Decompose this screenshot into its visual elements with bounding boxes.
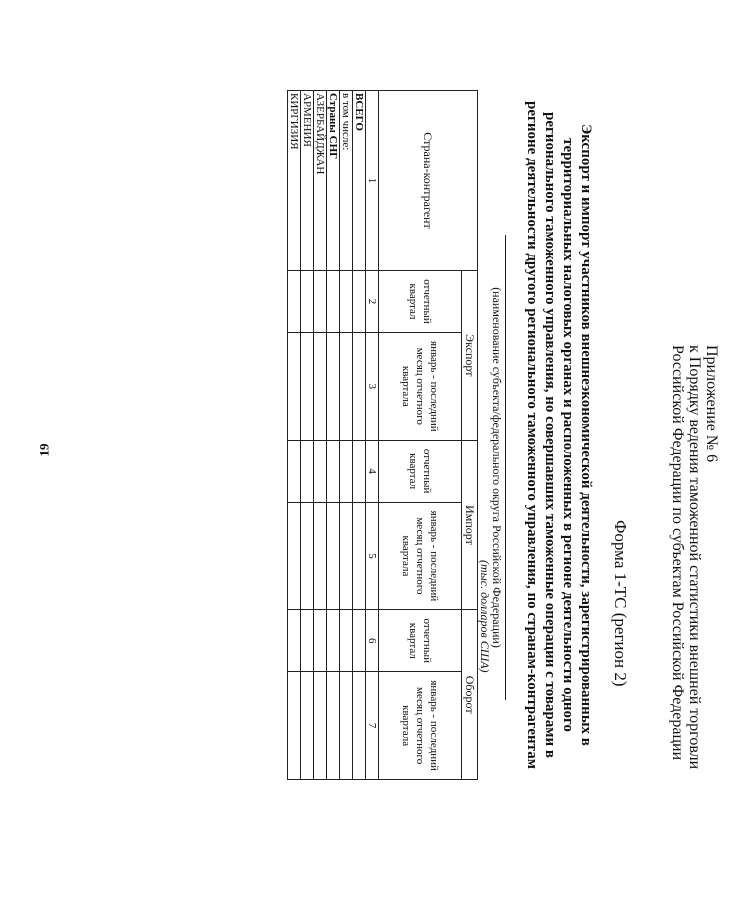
document-title: Экспорт и импорт участников внешнеэкономической деятельности, зарегистрированных в территориальных налоговых органах и расположенных в регионе деятельности одного регионального таможенного управления, но совершавших таможенные операции с товарами в регионе деятельности другого регионального таможенного управления, по странам-контрагентам (524, 101, 594, 769)
table-cell (301, 332, 314, 440)
table-cell (288, 672, 301, 780)
header-turnover-cumulative: январь - последний месяц отчетного квартала (379, 672, 462, 780)
table-cell (353, 502, 366, 610)
table-cell (340, 610, 353, 672)
table-cell (314, 271, 327, 333)
table-row (340, 91, 353, 780)
column-number: 3 (366, 332, 379, 440)
row-label: Страны СНГ (327, 91, 340, 271)
subject-fill-line (505, 235, 506, 700)
table-cell (353, 672, 366, 780)
column-number: 6 (366, 610, 379, 672)
table-cell (340, 440, 353, 502)
rotated-sheet (140, 90, 740, 780)
report-table (287, 90, 478, 780)
column-number: 2 (366, 271, 379, 333)
annex-header (669, 345, 720, 775)
column-number: 4 (366, 440, 379, 502)
annex-line-1: к Порядку ведения таможенной статистики внешней торговли (686, 345, 703, 770)
row-label: АЗЕРБАЙДЖАН (314, 91, 327, 271)
table-cell (340, 672, 353, 780)
table-cell (314, 440, 327, 502)
table-row (327, 91, 340, 780)
column-number: 5 (366, 502, 379, 610)
table-row (353, 91, 366, 780)
table-cell (327, 271, 340, 333)
table-cell (314, 332, 327, 440)
table-cell (340, 502, 353, 610)
row-label: АРМЕНИЯ (301, 91, 314, 271)
header-country: Страна-контрагент (379, 91, 478, 271)
column-number: 1 (366, 91, 379, 271)
table-cell (301, 672, 314, 780)
annex-line-2: Российской Федерации по субъектам Российской Федерации (669, 345, 686, 761)
page-number: 19 (36, 443, 52, 457)
table-cell (314, 610, 327, 672)
table-cell (353, 271, 366, 333)
table-cell (340, 271, 353, 333)
table-cell (301, 271, 314, 333)
table-cell (301, 502, 314, 610)
header-turnover: Оборот (462, 610, 478, 780)
table-cell (314, 672, 327, 780)
units-label: (тыс. долларов США) (478, 560, 492, 673)
table-cell (327, 672, 340, 780)
annex-title: Приложение № 6 (703, 345, 720, 463)
table-cell (353, 610, 366, 672)
table-row (301, 91, 314, 780)
table-cell (301, 440, 314, 502)
header-export-cumulative: январь - последний месяц отчетного квартала (379, 332, 462, 440)
row-label: в том числе: (340, 91, 353, 271)
header-import: Импорт (462, 440, 478, 610)
table-cell (327, 610, 340, 672)
table-cell (327, 440, 340, 502)
table-cell (288, 502, 301, 610)
header-import-quarter: отчетный квартал (379, 440, 462, 502)
row-label: ВСЕГО (353, 91, 366, 271)
table-cell (288, 332, 301, 440)
table-row (288, 91, 301, 780)
header-export-quarter: отчетный квартал (379, 271, 462, 333)
table-cell (288, 440, 301, 502)
header-import-cumulative: январь - последний месяц отчетного квартала (379, 502, 462, 610)
header-turnover-quarter: отчетный квартал (379, 610, 462, 672)
table-cell (288, 271, 301, 333)
form-identifier: Форма 1-ТС (регион 2) (611, 520, 630, 687)
table-cell (314, 502, 327, 610)
table-cell (353, 332, 366, 440)
header-export: Экспорт (462, 271, 478, 441)
table-cell (288, 610, 301, 672)
table-cell (353, 440, 366, 502)
table-cell (327, 502, 340, 610)
table-cell (327, 332, 340, 440)
table-row (314, 91, 327, 780)
column-number: 7 (366, 672, 379, 780)
subject-caption: (наименование субъекта/федерального округа Российской Федерации) (490, 287, 504, 648)
row-label: КИРГИЗИЯ (288, 91, 301, 271)
table-cell (301, 610, 314, 672)
table-cell (340, 332, 353, 440)
column-numbers-row (366, 91, 379, 780)
